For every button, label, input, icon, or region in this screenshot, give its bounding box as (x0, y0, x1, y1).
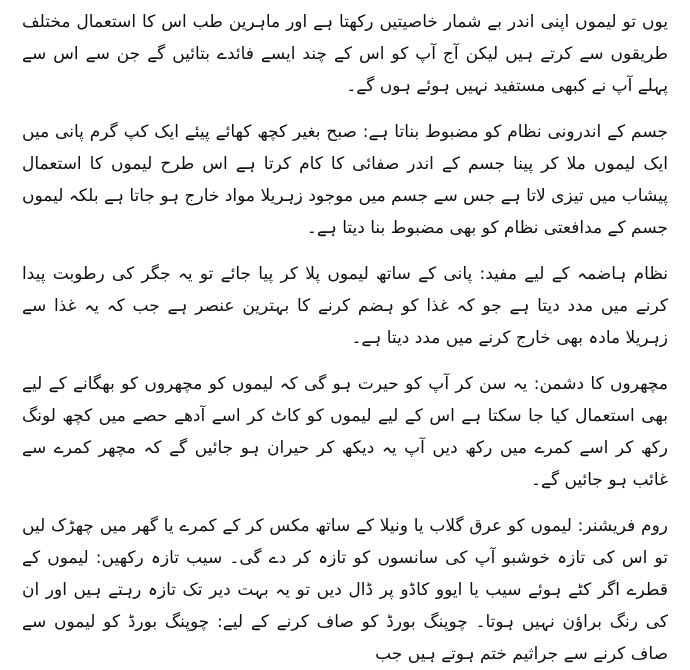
paragraph-text: مچھروں کا دشمن: یہ سن کر آپ کو حیرت ہو گی کہ لیموں کو مچھروں کو بھگانے کے لیے بھی استعمال کیا جا سکتا ہے اس کے لیے لیموں کو کاٹ کر اسے آدھے حصے میں کچھ لونگ رکھ کر اسے کمرے میں رکھ دیں آپ یہ دیکھ کر حیران ہو جائیں گے کہ مچھر کمرے سے غائب ہو جائیں گے۔ (22, 374, 668, 490)
paragraph-text: نظام ہاضمہ کے لیے مفید: پانی کے ساتھ لیموں پلا کر پیا جائے تو یہ جگر کی رطوبت پیدا کرنے میں مدد دیتا ہے جو کہ غذا کو ہضم کرنے کا بہترین عنصر ہے جب کہ یہ غذا سے زہریلا مادہ بھی خارج کرنے میں مدد دیتا ہے۔ (22, 264, 668, 348)
article-paragraph-room-freshener (22, 510, 668, 670)
article-paragraph-mosquito (22, 368, 668, 496)
article-paragraph-immune-system (22, 116, 668, 244)
paragraph-text: یوں تو لیموں اپنی اندر بے شمار خاصیتیں رکھتا ہے اور ماہرین طب اس کا استعمال مختلف طریقوں سے کرتے ہیں لیکن آج آپ کو اس کے چند ایسے فائدے بتائیں گے جن سے اس سے پہلے آپ نے کبھی مستفید نہیں ہوئے ہوں گے۔ (22, 12, 668, 96)
paragraph-text: جسم کے اندرونی نظام کو مضبوط بناتا ہے: صبح بغیر کچھ کھائے پیئے ایک کپ گرم پانی میں ایک لیموں ملا کر پینا جسم کے اندر صفائی کا کام کرتا ہے اس طرح لیموں کا استعمال پیشاب میں تیزی لاتا ہے جس سے جسم میں موجود زہریلا مواد خارج ہو جاتا ہے بلکہ لیموں جسم کے مدافعتی نظام کو بھی مضبوط بنا دیتا ہے۔ (22, 122, 668, 238)
article-paragraph-digestion (22, 258, 668, 354)
paragraph-text: روم فریشنر: لیموں کو عرق گلاب یا ونیلا کے ساتھ مکس کر کے کمرے یا گھر میں چھڑک لیں تو اس کی تازہ خوشبو آپ کی سانسوں کو تازہ کر دے گی۔ سیب تازہ رکھیں: لیموں کے قطرے اگر کٹے ہوئے سیب یا ایوو کاڈو پر ڈال دیں تو یہ بہت دیر تک تازہ رہتے ہیں اور ان کی رنگ براؤن نہیں ہوتا۔ چوپنگ بورڈ کو صاف کرنے کے لیے: چوپنگ بورڈ کو لیموں سے صاف کرنے سے جراثیم ختم ہوتے ہیں جب (22, 516, 668, 664)
article-paragraph-intro (22, 6, 668, 102)
